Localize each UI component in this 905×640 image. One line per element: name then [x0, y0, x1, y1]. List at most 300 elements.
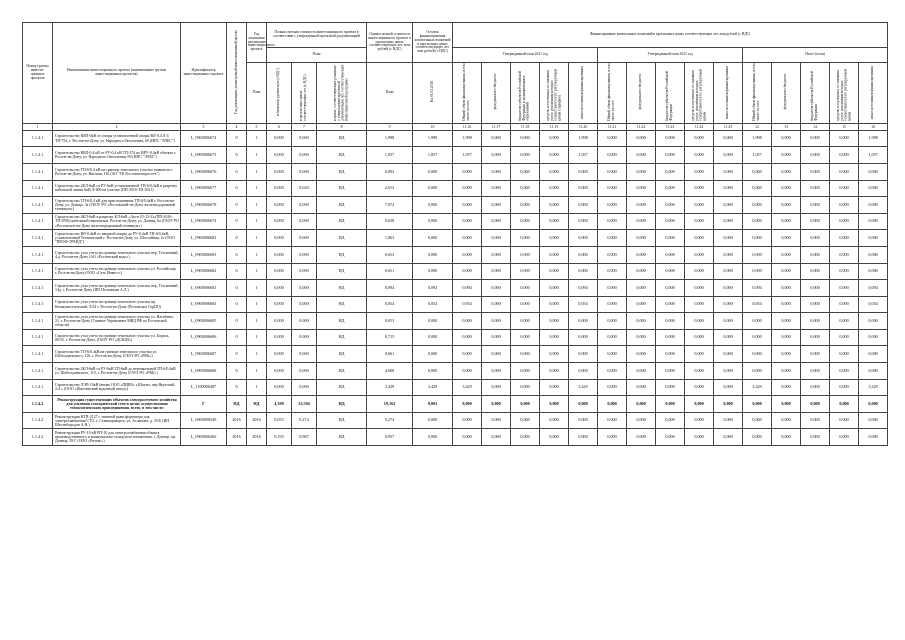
financing-value: 0,000 [540, 197, 569, 214]
financing-value: 0,000 [743, 263, 772, 280]
financing-value: 0,000 [482, 296, 511, 313]
financing-value: 0,000 [656, 163, 685, 180]
financing-value: 0,000 [569, 213, 598, 230]
row-cost-a: 0,000 [267, 379, 292, 396]
project-id: L_0900006678 [181, 197, 227, 214]
project-name: Строительство ЛЭП-10кВ (вновь ООО «ПИЕВ» г.Шахты, пер.Якутский, 2«Г» (ООО «Шахтинский водочный завод») [53, 379, 181, 396]
column-number: 4 [227, 123, 247, 130]
header-2022-federal: федерального бюджета [627, 63, 656, 124]
financing-value: 0,000 [482, 346, 511, 363]
financing-value: 0,000 [714, 147, 743, 164]
row-est-cost: 0,274 [367, 412, 413, 429]
financing-value: 0,000 [714, 197, 743, 214]
column-number: 7 [292, 123, 317, 130]
financing-value: 0,000 [830, 263, 859, 280]
row-number: 1.1.4.1 [23, 197, 53, 214]
financing-value: 0,000 [511, 263, 540, 280]
financing-value: 0,000 [830, 346, 859, 363]
row-cost-a: 0,000 [267, 346, 292, 363]
row-est-cost: 6,892 [367, 163, 413, 180]
financing-value: 0,094 [453, 280, 482, 297]
financing-value: 0,000 [598, 346, 627, 363]
financing-value: 0,000 [482, 280, 511, 297]
financing-value: 0,000 [598, 313, 627, 330]
header-financing: Финансирование капитальных вложений в прогнозных ценах соответствующих лет, млн рублей (с НДС) [453, 23, 888, 48]
row-cost-b: 0,020 [292, 180, 317, 197]
row-status: 0 [227, 180, 247, 197]
project-name: Строительство узла учета на границе земельного участка ул. Нагибина, 21, г. Ростов-на-Дону (Главное Управление МВД РФ по Ростовской области) [53, 313, 181, 330]
financing-value: 0,000 [801, 313, 830, 330]
row-cost-c: НД [317, 280, 367, 297]
project-name: Реконструкция КТП-2127 с заменой трансформатора для электроснабжения СТО, г. Семикаракорск, ул. Асланова, д. 35-Б (ИП Шестибородов А.Н.) [53, 412, 181, 429]
financing-value: 0,000 [540, 296, 569, 313]
financing-value: 0,000 [511, 313, 540, 330]
project-name: Строительство ТП-6/0,4 кВ на границе земельного участка заявителя г. Ростов-на-Дону, ул. Вятская, 116 (АО "ГК Ростовэлектросеть") [53, 163, 181, 180]
row-number: 1.1.4.1 [23, 130, 53, 147]
financing-value: 0,000 [511, 346, 540, 363]
row-status: 0 [227, 346, 247, 363]
column-number: 11.17 [482, 123, 511, 130]
financing-value: 0,000 [627, 230, 656, 247]
column-number: 11.21 [598, 123, 627, 130]
financing-value: 0,000 [830, 147, 859, 164]
financing-value: 0,000 [656, 280, 685, 297]
header-est-cost: Оценка полной стоимости инвестиционного проекта в прогнозных ценах соответствующих лет, млн рублей (с НДС) [367, 23, 413, 63]
row-remain: 3,429 [413, 379, 453, 396]
financing-value: 0,000 [482, 180, 511, 197]
financing-value: 0,000 [627, 130, 656, 147]
row-status: 0 [227, 313, 247, 330]
table-row [23, 346, 888, 363]
row-year: 1 [247, 163, 267, 180]
financing-value: 0,000 [743, 363, 772, 380]
column-number: 3 [181, 123, 227, 130]
financing-value: 0,054 [569, 296, 598, 313]
financing-value: 0,000 [569, 180, 598, 197]
column-number: 10 [413, 123, 453, 130]
header-2022-total: Общий объем финансирования, в том числе за счет: [598, 63, 627, 124]
row-year: 1 [247, 130, 267, 147]
project-id: L_0900006406 [181, 429, 227, 446]
financing-value: 0,000 [801, 280, 830, 297]
financing-value: 0,000 [482, 313, 511, 330]
row-remain: 0,000 [413, 180, 453, 197]
financing-value: 0,000 [772, 379, 801, 396]
row-number: 1.1.4.1 [23, 296, 53, 313]
row-cost-c: НД [317, 263, 367, 280]
column-number: 15 [830, 123, 859, 130]
financing-value: 0,000 [598, 180, 627, 197]
row-cost-a: 0,000 [267, 130, 292, 147]
row-cost-a: 0,000 [267, 246, 292, 263]
row-number: 1.1.4.2 [23, 429, 53, 446]
financing-value: 0,000 [511, 130, 540, 147]
row-remain: 0,000 [413, 230, 453, 247]
header-2022-regional: бюджетов субъектов Российской Федерации [656, 63, 685, 124]
row-cost-c: НД [317, 130, 367, 147]
header-2022: Утвержденный план 2022 год [598, 48, 743, 63]
financing-value: 0,000 [656, 379, 685, 396]
row-number: 1.1.4.1 [23, 280, 53, 297]
row-status: 0 [227, 230, 247, 247]
financing-value: 0,000 [627, 313, 656, 330]
column-number: 13 [772, 123, 801, 130]
row-cost-a: 0,000 [267, 329, 292, 346]
row-est-cost: 0,638 [367, 213, 413, 230]
financing-value: 0,094 [569, 280, 598, 297]
financing-value: 0,000 [627, 280, 656, 297]
row-number: 1.1.4.1 [23, 147, 53, 164]
financing-value: 0,000 [830, 280, 859, 297]
financing-value: 0,000 [627, 180, 656, 197]
financing-value: 0,000 [511, 147, 540, 164]
financing-value: 0,000 [772, 296, 801, 313]
header-2022-funds: средств, полученных от оказания услуг, реализация которых осуществляется по регулируемым ценам [685, 63, 714, 124]
financing-value: 0,000 [482, 147, 511, 164]
project-name: Строительство КВЛ-0,4 кВ от РУ-0,4 кВ ТП-374 по ВРУ-0,4кВ объекта г. Ростов-на-Дону, ул. Народного Ополчения, 69 (ИПС "ЭЛЕС") [53, 147, 181, 164]
row-cost-c: НД [317, 313, 367, 330]
financing-value: 0,000 [656, 296, 685, 313]
column-number: 11.25 [714, 123, 743, 130]
project-id: L_0900006682 [181, 230, 227, 247]
financing-value: 0,000 [627, 213, 656, 230]
financing-value: 0,000 [830, 329, 859, 346]
table-row [23, 280, 888, 297]
table-row [23, 296, 888, 313]
row-cost-b: 0,000 [292, 313, 317, 330]
financing-value: 0,000 [540, 213, 569, 230]
financing-value: 0,000 [743, 230, 772, 247]
project-id: L_0900006674 [181, 130, 227, 147]
header-fc-c: в ценах, соответствующих решению о утверждении проектной документации лет, соответствующих инвестиционной программе [317, 63, 367, 124]
row-cost-b: 0,000 [292, 197, 317, 214]
financing-value: 0,000 [511, 180, 540, 197]
project-name: Строительство узла учета на границе земельного участка ул. Бориса, 80/35, г. Ростов-на-Дону, (ГБОУ РО «ДСЮИ») [53, 329, 181, 346]
financing-value: 0,000 [830, 163, 859, 180]
financing-value: 0,000 [627, 296, 656, 313]
row-number: 1.1.4.1 [23, 230, 53, 247]
column-number-row [23, 123, 888, 130]
row-remain: 0,000 [413, 246, 453, 263]
column-number: 11.19 [540, 123, 569, 130]
row-number: 1.1.4.1 [23, 246, 53, 263]
financing-value: 0,000 [801, 213, 830, 230]
financing-value: 0,000 [685, 412, 714, 429]
row-status: 0 [227, 280, 247, 297]
row-est-cost: 0,653 [367, 313, 413, 330]
table-row [23, 412, 888, 429]
financing-value: 0,000 [453, 363, 482, 380]
financing-value: 0,000 [859, 412, 888, 429]
financing-value: 0,000 [830, 429, 859, 446]
financing-value: 0,000 [569, 230, 598, 247]
row-year: 1 [247, 147, 267, 164]
financing-value: 0,000 [772, 197, 801, 214]
header-2021-funds: средств, полученных от оказания услуг, реализация которых осуществляется по регулируемым ценам (тарифам) [540, 63, 569, 124]
financing-value: 0,000 [801, 263, 830, 280]
row-status: 0 [227, 296, 247, 313]
financing-value: 0,000 [598, 263, 627, 280]
financing-value: 0,000 [772, 429, 801, 446]
row-status: 0 [227, 163, 247, 180]
financing-value: 0,000 [772, 412, 801, 429]
header-name: Наименование инвестиционного проекта (наименование группы инвестиционных проектов) [53, 23, 181, 124]
project-id: L_0900006681 [181, 280, 227, 297]
column-number: 8 [317, 123, 367, 130]
table-row [23, 180, 888, 197]
financing-value: 0,000 [656, 263, 685, 280]
row-status: 0 [227, 246, 247, 263]
financing-value: 0,000 [598, 396, 627, 413]
financing-value: 0,000 [540, 263, 569, 280]
row-est-cost: 1,057 [367, 147, 413, 164]
row-status: 2016 [227, 429, 247, 446]
row-remain: 0,000 [413, 412, 453, 429]
financing-value: 0,000 [859, 263, 888, 280]
financing-value: 0,000 [627, 147, 656, 164]
financing-value: 0,000 [540, 313, 569, 330]
row-cost-b: 0,000 [292, 280, 317, 297]
financing-value: 0,000 [714, 246, 743, 263]
row-remain: 0,000 [413, 263, 453, 280]
financing-value: 0,000 [656, 313, 685, 330]
financing-value: 0,000 [772, 163, 801, 180]
project-name: Строительство узла учета на границе земельного участка пер. Тепличный, 4,д. Ростов-на-Дону (АО «Ростовский водо») [53, 246, 181, 263]
row-cost-c: НД [317, 329, 367, 346]
financing-value: 0,000 [627, 346, 656, 363]
row-year: 1 [247, 180, 267, 197]
financing-value: 0,000 [772, 213, 801, 230]
row-cost-c: НД [317, 213, 367, 230]
header-full-cost-plan: План [267, 48, 367, 63]
row-cost-b: 0,000 [292, 230, 317, 247]
project-id: L_0900006685 [181, 313, 227, 330]
financing-value: 0,000 [569, 329, 598, 346]
financing-value: 0,000 [772, 246, 801, 263]
financing-value: 0,000 [598, 280, 627, 297]
financing-value: 0,000 [714, 363, 743, 380]
financing-value: 0,000 [511, 363, 540, 380]
financing-value: 0,000 [656, 213, 685, 230]
financing-value: 0,000 [685, 130, 714, 147]
row-cost-c: НД [317, 379, 367, 396]
row-cost-c: НД [317, 296, 367, 313]
financing-value: 0,000 [453, 429, 482, 446]
financing-value: 0,000 [453, 163, 482, 180]
row-number: 1.1.4.1 [23, 363, 53, 380]
financing-value: 0,000 [714, 412, 743, 429]
financing-value: 0,000 [482, 130, 511, 147]
financing-value: 0,000 [714, 346, 743, 363]
financing-value: 0,000 [656, 329, 685, 346]
financing-value: 0,000 [859, 363, 888, 380]
financing-value: 0,000 [685, 197, 714, 214]
row-number: 1.1.4.2 [23, 412, 53, 429]
project-name: Строительство узла учета на границе земельного участка пер. Тепличный, 14д, г. Ростов-на-Дону (ИП Несмачная А.Л.) [53, 280, 181, 297]
financing-value: 0,000 [743, 412, 772, 429]
financing-value: 1,057 [453, 147, 482, 164]
row-year: 1 [247, 329, 267, 346]
financing-value: 0,000 [801, 379, 830, 396]
financing-value: 0,000 [627, 329, 656, 346]
financing-value: 0,000 [685, 296, 714, 313]
financing-value: 1,998 [569, 130, 598, 147]
financing-value: 0,000 [859, 329, 888, 346]
financing-value: 0,000 [685, 346, 714, 363]
financing-value: 0,000 [540, 396, 569, 413]
row-cost-a: 0,000 [267, 296, 292, 313]
financing-value: 0,000 [656, 246, 685, 263]
financing-value: 0,000 [859, 197, 888, 214]
row-status: 0 [227, 130, 247, 147]
financing-value: 1,998 [743, 130, 772, 147]
row-cost-a: 0,000 [267, 230, 292, 247]
column-number: 11.23 [656, 123, 685, 130]
financing-value: 0,000 [772, 313, 801, 330]
column-number: 12 [743, 123, 772, 130]
financing-value: 0,000 [656, 180, 685, 197]
row-cost-a: 0,053 [267, 412, 292, 429]
financing-value: 0,000 [859, 346, 888, 363]
row-cost-a: 0,000 [267, 213, 292, 230]
header-total-funds: средств, полученных от оказания услуг, реализация которых осуществляется по регулируемым ценам [830, 63, 859, 124]
financing-value: 0,000 [569, 313, 598, 330]
financing-value: 0,000 [482, 163, 511, 180]
header-total-regional: бюджетов субъектов Российской Федерации [801, 63, 830, 124]
financing-value: 0,000 [743, 180, 772, 197]
header-remain: Остаток финансирования капитальных вложений в прогнозных ценах соответствующих лет, млн рублей (с НДС) [413, 23, 453, 63]
financing-value: 0,000 [714, 396, 743, 413]
column-number: 9 [367, 123, 413, 130]
financing-value: 0,000 [627, 197, 656, 214]
financing-value: 0,000 [540, 379, 569, 396]
financing-value: 1,057 [859, 147, 888, 164]
financing-value: 0,000 [801, 180, 830, 197]
financing-value: 0,054 [859, 296, 888, 313]
financing-value: 0,000 [598, 429, 627, 446]
financing-value: 0,000 [569, 396, 598, 413]
header-status: Год реализации, реализуемый инвестиционный проект [227, 23, 247, 124]
project-id: L_0900006676 [181, 163, 227, 180]
financing-value: 0,000 [627, 363, 656, 380]
project-name: Строительство узла учета на границе земельного участка пр. Коммунистический, 9/24 г. Ростов-на-Дону (Ростовское ГорПО) [53, 296, 181, 313]
financing-value: 0,000 [859, 396, 888, 413]
row-est-cost: 3,429 [367, 379, 413, 396]
financing-value: 0,000 [627, 412, 656, 429]
financing-value: 0,000 [859, 180, 888, 197]
row-year: 1 [247, 363, 267, 380]
row-est-cost: 0,715 [367, 329, 413, 346]
row-remain: 0,000 [413, 329, 453, 346]
financing-value: 0,000 [569, 412, 598, 429]
financing-value: 0,000 [540, 147, 569, 164]
financing-value: 0,000 [540, 180, 569, 197]
financing-value: 0,000 [685, 280, 714, 297]
financing-value: 0,000 [772, 346, 801, 363]
project-name: Реконструкция РУ-10 кВ РП-10 для электроснабжения объекта производственного и коммунально-складского назначения, г. Донецк, пр. Донецк, 39 Г (ООО «Ритекс») [53, 429, 181, 446]
financing-value: 3,429 [743, 379, 772, 396]
row-number: 1.1.4.1 [23, 379, 53, 396]
financing-value: 0,000 [830, 130, 859, 147]
table-row [23, 379, 888, 396]
table-row [23, 197, 888, 214]
financing-value: 0,000 [685, 313, 714, 330]
financing-value: 0,000 [511, 197, 540, 214]
header-year: Год окончания реализации инвестиционного проекта [247, 23, 267, 63]
table-row [23, 147, 888, 164]
project-name: Строительство ВЛ-0,4кВ от вводной опоры до РУ-0,4кВ ТП-6/0,4кВ, установленной Технический г. Ростов-на-Дону, ул. Шоссейная, 2г (ООО "ПРОФ-ТРЕЙД") [53, 230, 181, 247]
financing-value: 0,000 [627, 263, 656, 280]
row-status: 0 [227, 363, 247, 380]
financing-value: 0,000 [482, 230, 511, 247]
table-row [23, 230, 888, 247]
financing-value: 0,000 [540, 230, 569, 247]
row-year: 1 [247, 230, 267, 247]
row-year: 1 [247, 313, 267, 330]
row-year: 2016 [247, 412, 267, 429]
financing-value: 0,000 [801, 346, 830, 363]
row-year: 1 [247, 246, 267, 263]
row-cost-a: 4,399 [267, 396, 292, 413]
financing-value: 0,000 [743, 163, 772, 180]
financing-value: 0,000 [714, 313, 743, 330]
column-number: 11.20 [569, 123, 598, 130]
financing-value: 0,000 [569, 263, 598, 280]
financing-value: 0,000 [511, 396, 540, 413]
column-number: 5 [247, 123, 267, 130]
project-id: L_0900006688 [181, 363, 227, 380]
financing-value: 0,000 [714, 379, 743, 396]
row-cost-c: НД [317, 412, 367, 429]
financing-value: 0,000 [598, 363, 627, 380]
financing-value: 0,000 [830, 197, 859, 214]
financing-value: 0,000 [859, 213, 888, 230]
financing-value: 0,000 [511, 213, 540, 230]
financing-value: 0,000 [830, 213, 859, 230]
financing-value: 0,000 [569, 246, 598, 263]
row-remain: 1,998 [413, 130, 453, 147]
row-cost-c: НД [317, 246, 367, 263]
financing-value: 0,000 [830, 396, 859, 413]
financing-value: 0,000 [685, 213, 714, 230]
table-row [23, 213, 888, 230]
financing-value: 0,000 [714, 230, 743, 247]
financing-value: 0,000 [511, 163, 540, 180]
row-year: 1 [247, 263, 267, 280]
header-2021-federal: федерального бюджета [482, 63, 511, 124]
row-remain: 0,000 [413, 429, 453, 446]
table-row [23, 246, 888, 263]
table-header [23, 23, 888, 124]
financing-value: 0,009 [453, 180, 482, 197]
row-est-cost: 4,608 [367, 363, 413, 380]
row-cost-b: 0,000 [292, 246, 317, 263]
row-cost-c: НД [317, 180, 367, 197]
financing-value: 0,000 [453, 246, 482, 263]
row-status: 0 [227, 263, 247, 280]
row-cost-a: 0,000 [267, 163, 292, 180]
financing-value: 0,000 [540, 346, 569, 363]
row-est-cost: 0,651 [367, 263, 413, 280]
column-number: 6 [267, 123, 292, 130]
row-status: 0 [227, 213, 247, 230]
row-cost-c: НД [317, 429, 367, 446]
project-id: L_1100006487 [181, 379, 227, 396]
row-number: 1.1.4.2 [23, 396, 53, 413]
financing-value: 0,000 [685, 246, 714, 263]
row-status: НД [227, 396, 247, 413]
financing-value: 0,000 [830, 412, 859, 429]
